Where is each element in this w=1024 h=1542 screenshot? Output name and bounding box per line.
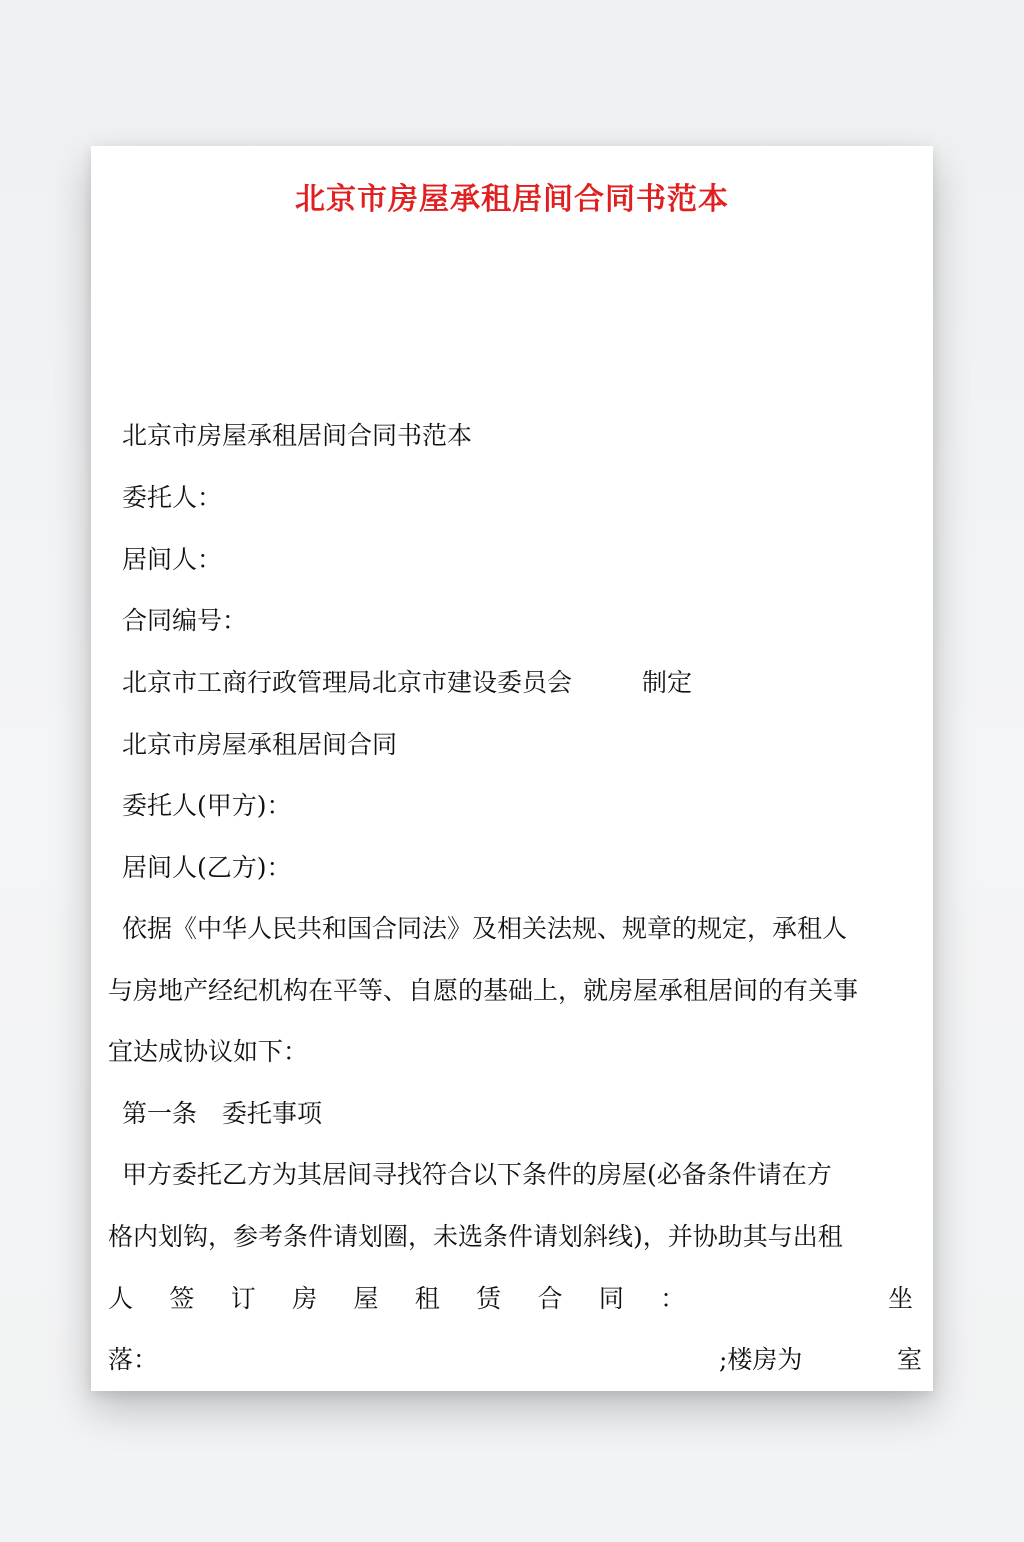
line-party-b: 居间人(乙方)： — [122, 853, 292, 882]
spread-char: 合 — [537, 1284, 563, 1313]
spread-char: 人 — [108, 1284, 134, 1313]
spread-char: 赁 — [476, 1284, 502, 1313]
document-page — [91, 146, 933, 1391]
article-1-line-2: 格内划钩，参考条件请划圈，未选条件请划斜线)，并协助其与出租 — [108, 1222, 843, 1251]
spread-char: 签 — [169, 1284, 195, 1313]
spread-char: 同 — [598, 1284, 624, 1313]
document-title: 北京市房屋承租居间合同书范本 — [295, 182, 729, 217]
blank-gap — [722, 1282, 852, 1316]
article-1-heading: 第一条 委托事项 — [122, 1099, 323, 1128]
line-contract-heading: 北京市房屋承租居间合同 — [122, 730, 398, 759]
line-issuer — [122, 666, 692, 700]
line-intermediary: 居间人： — [122, 545, 223, 574]
line-party-a: 委托人(甲方)： — [122, 791, 292, 820]
line-contract-number: 合同编号： — [122, 606, 248, 635]
line-title-repeat: 北京市房屋承租居间合同书范本 — [122, 421, 473, 450]
issuer-name: 北京市工商行政管理局北京市建设委员会 — [122, 668, 573, 697]
article-1-line-3 — [108, 1282, 913, 1316]
spread-char: 订 — [230, 1284, 256, 1313]
spread-char: 屋 — [353, 1284, 379, 1313]
line-client: 委托人： — [122, 483, 223, 512]
article-1-line-4-building: ;楼房为 — [719, 1345, 803, 1374]
paragraph-basis-line-2: 与房地产经纪机构在平等、自愿的基础上，就房屋承租居间的有关事 — [108, 976, 859, 1005]
spread-char: 房 — [292, 1284, 318, 1313]
article-1-line-4-room: 室 — [897, 1345, 923, 1374]
spread-char: 坐 — [887, 1284, 913, 1313]
paragraph-basis-line-3: 宜达成协议如下： — [108, 1037, 309, 1066]
article-1-line-4-label: 落： — [108, 1345, 159, 1374]
spread-char: ： — [660, 1284, 686, 1313]
issuer-made: 制定 — [642, 668, 693, 697]
article-1-line-1: 甲方委托乙方为其居间寻找符合以下条件的房屋(必备条件请在方 — [122, 1160, 832, 1189]
spread-char: 租 — [414, 1284, 440, 1313]
paragraph-basis-line-1: 依据《中华人民共和国合同法》及相关法规、规章的规定，承租人 — [122, 914, 848, 943]
